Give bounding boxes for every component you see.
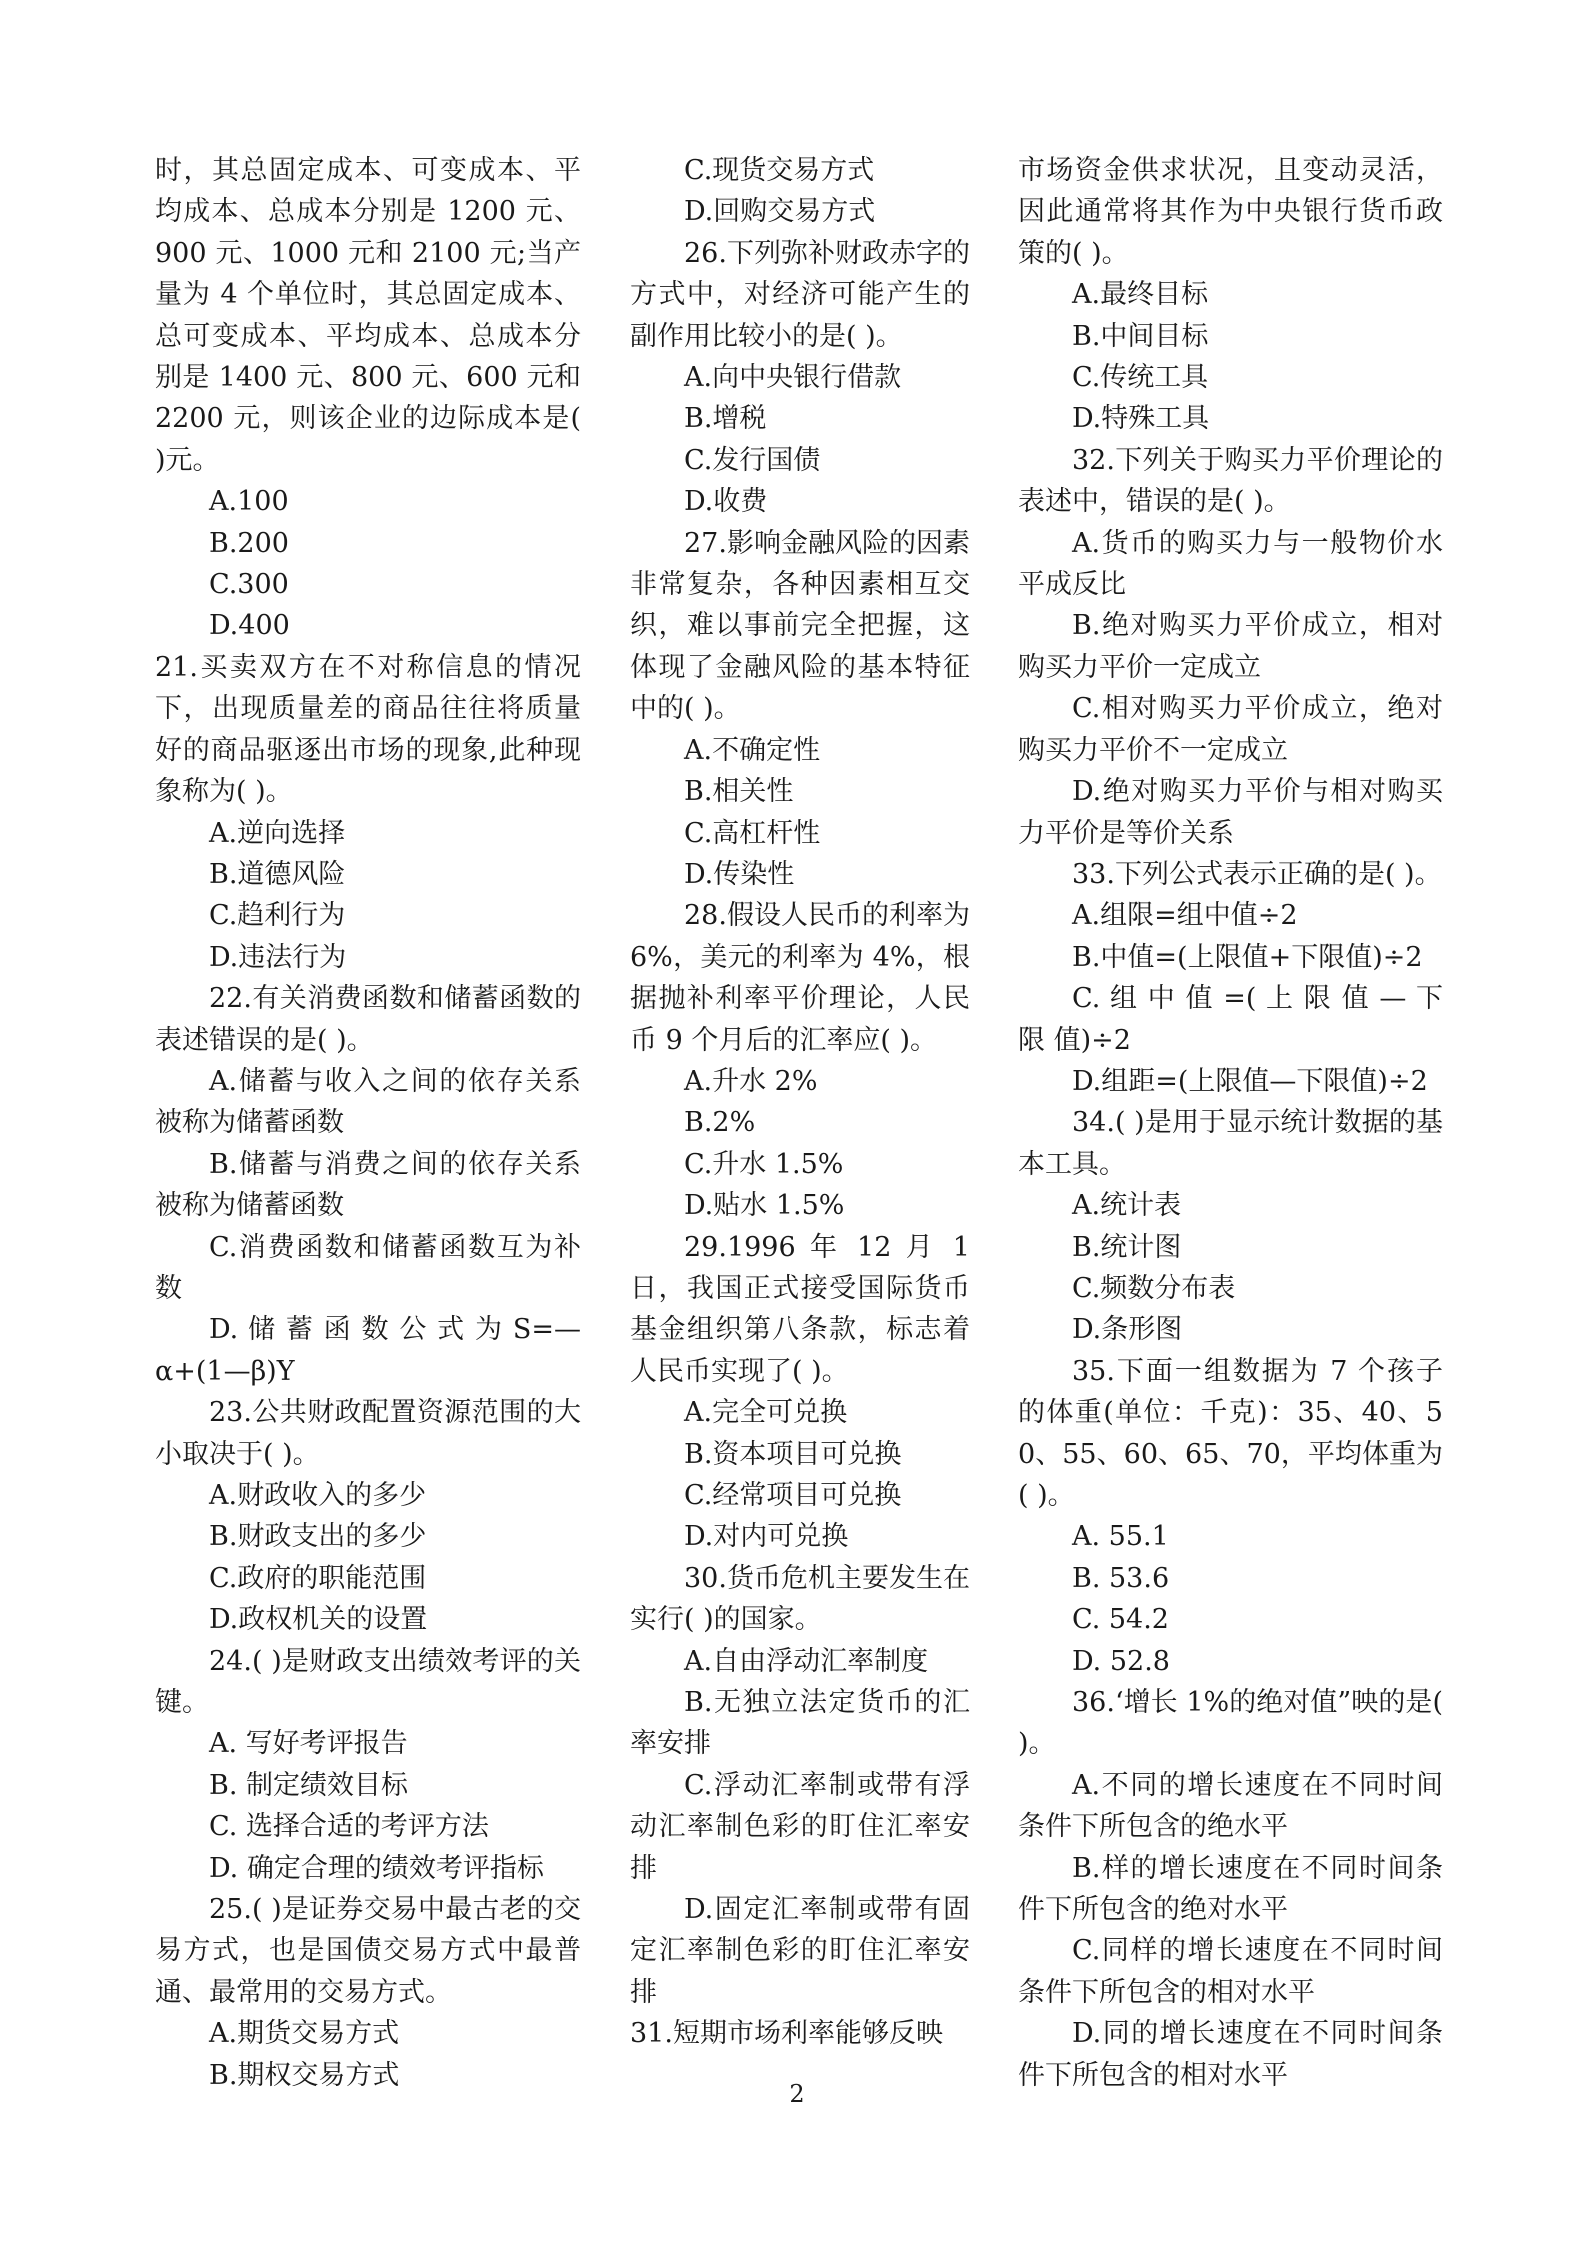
option-paragraph: C.消费函数和储蓄函数互为补数	[155, 1231, 581, 1304]
answer-option: B.中间目标	[1072, 320, 1209, 352]
answer-option: C.趋利行为	[209, 900, 346, 932]
answer-option: B. 53.6	[1072, 1562, 1170, 1594]
option-paragraph: D.同的增长速度在不同时间条件下所包含的相对水平	[1018, 2018, 1443, 2091]
answer-option: D.特殊工具	[1072, 403, 1210, 435]
answer-option: D.对内可兑换	[684, 1521, 849, 1553]
answer-option: D.政权机关的设置	[209, 1604, 428, 1636]
answer-option: C.经常项目可兑换	[684, 1480, 902, 1511]
question-text: 34.( )是用于显示统计数据的基本工具。	[1018, 1107, 1443, 1180]
question-text: 21.买卖双方在不对称信息的情况下，出现质量差的商品往往将质量好的商品驱逐出市场的现象,此种现象称为( )。	[155, 651, 581, 808]
question-text: 26.下列弥补财政赤字的方式中，对经济可能产生的副作用比较小的是( )。	[630, 237, 970, 352]
answer-option: D.组距=(上限值—下限值)÷2	[1072, 1065, 1428, 1097]
answer-option: D.传染性	[684, 858, 795, 890]
option-paragraph: C.相对购买力平价成立，绝对购买力平价不一定成立	[1018, 693, 1443, 766]
question-text: 24.( )是财政支出绩效考评的关键。	[155, 1645, 581, 1719]
answer-option: A.最终目标	[1072, 279, 1209, 311]
option-paragraph: A.不同的增长速度在不同时间条件下所包含的绝水平	[1018, 1769, 1443, 1843]
question-text: 35.下面一组数据为 7 个孩子的体重(单位：千克)：35、40、50、55、60、65、70，平均体重为( )。	[1018, 1355, 1443, 1511]
answer-option: C.传统工具	[1072, 362, 1209, 394]
answer-option: D.违法行为	[209, 941, 347, 973]
option-paragraph: C.浮动汇率制或带有浮动汇率制色彩的盯住汇率安排	[630, 1769, 970, 1884]
question-text: 25.( )是证券交易中最古老的交易方式，也是国债交易方式中最普通、最常用的交易方式。	[155, 1894, 581, 2008]
question-text: 36.‘增长 1%的绝对值”映的是( )。	[1018, 1687, 1443, 1760]
answer-option: A.升水 2%	[684, 1065, 818, 1097]
question-text: 22.有关消费函数和储蓄函数的表述错误的是( )。	[155, 983, 581, 1056]
column-left	[155, 150, 581, 2096]
option-paragraph: A.货币的购买力与一般物价水平成反比	[1018, 527, 1443, 601]
answer-option: B.相关性	[684, 776, 794, 808]
answer-option: A. 55.1	[1072, 1521, 1169, 1553]
answer-option: A.组限=组中值÷2	[1072, 900, 1298, 932]
question-text: 31.短期市场利率能够反映	[630, 2018, 943, 2050]
question-text: 市场资金供求状况，且变动灵活，因此通常将其作为中央银行货币政策的( )。	[1018, 155, 1443, 269]
answer-option: B.统计图	[1072, 1231, 1182, 1263]
answer-option: C.频数分布表	[1072, 1272, 1236, 1304]
option-paragraph: A.储蓄与收入之间的依存关系被称为储蓄函数	[155, 1065, 581, 1139]
option-paragraph: C. 组 中 值 =( 上 限 值 — 下 限 值)÷2	[1018, 983, 1443, 1056]
answer-option: C.升水 1.5%	[684, 1148, 844, 1180]
answer-option: A.向中央银行借款	[684, 362, 902, 394]
answer-option: B. 制定绩效目标	[209, 1769, 409, 1801]
answer-option: A. 写好考评报告	[209, 1728, 408, 1760]
column-right	[1018, 150, 1443, 2096]
answer-option: A.完全可兑换	[684, 1397, 848, 1429]
answer-option: D.400	[209, 610, 290, 642]
answer-option: B.增税	[684, 403, 767, 435]
answer-option: D.条形图	[1072, 1314, 1183, 1346]
option-paragraph: B.储蓄与消费之间的依存关系被称为储蓄函数	[155, 1148, 581, 1222]
column-middle	[630, 150, 970, 2055]
question-text: 32.下列关于购买力平价理论的表述中，错误的是( )。	[1018, 444, 1443, 518]
option-paragraph: D.绝对购买力平价与相对购买力平价是等价关系	[1018, 776, 1443, 849]
answer-option: D. 52.8	[1072, 1645, 1170, 1677]
answer-option: A.财政收入的多少	[209, 1480, 427, 1511]
answer-option: A.统计表	[1072, 1190, 1182, 1222]
answer-option: D.回购交易方式	[684, 196, 876, 228]
answer-option: C.300	[209, 569, 289, 601]
question-text: 23.公共财政配置资源范围的大小取决于( )。	[155, 1397, 581, 1470]
answer-option: C.政府的职能范围	[209, 1562, 427, 1594]
question-text: 27.影响金融风险的因素非常复杂，各种因素相互交织，难以事前完全把握，这体现了金融风险的基本特征中的( )。	[630, 527, 970, 725]
answer-option: C. 54.2	[1072, 1604, 1169, 1636]
answer-option: B.资本项目可兑换	[684, 1438, 902, 1470]
question-text: 29.1996 年 12 月 1 日，我国正式接受国际货币基金组织第八条款，标志着人民币实现了( )。	[630, 1231, 970, 1387]
answer-option: C. 选择合适的考评方法	[209, 1811, 489, 1843]
option-paragraph: D.固定汇率制或带有固定汇率制色彩的盯住汇率安排	[630, 1894, 970, 2008]
answer-option: A.逆向选择	[209, 817, 346, 849]
answer-option: B.财政支出的多少	[209, 1521, 427, 1553]
option-paragraph: B.绝对购买力平价成立，相对购买力平价一定成立	[1018, 610, 1443, 683]
answer-option: C.现货交易方式	[684, 155, 875, 186]
answer-option: B.道德风险	[209, 858, 346, 890]
answer-option: B.中值=(上限值+下限值)÷2	[1072, 941, 1423, 973]
answer-option: C.发行国债	[684, 444, 821, 476]
answer-option: D.收费	[684, 486, 768, 518]
answer-option: D. 确定合理的绩效考评指标	[209, 1852, 544, 1884]
answer-option: B.2%	[684, 1107, 756, 1139]
answer-option: A.期货交易方式	[209, 2018, 400, 2050]
option-paragraph: D. 储 蓄 函 数 公 式 为 S=—α+(1—β)Y	[155, 1314, 581, 1387]
option-paragraph: B.无独立法定货币的汇率安排	[630, 1687, 970, 1760]
answer-option: A.不确定性	[684, 734, 821, 766]
answer-option: A.自由浮动汇率制度	[684, 1645, 929, 1677]
question-text: 28.假设人民币的利率为 6%，美元的利率为 4%，根据抛补利率平价理论，人民币 9 个月后的汇率应( )。	[630, 900, 970, 1056]
question-text: 33.下列公式表示正确的是( )。	[1072, 858, 1442, 890]
answer-option: A.100	[209, 486, 289, 518]
answer-option: B.200	[209, 527, 289, 559]
answer-option: D.贴水 1.5%	[684, 1190, 845, 1222]
page-number: 2	[789, 2080, 805, 2108]
question-text: 30.货币危机主要发生在实行( )的国家。	[630, 1562, 970, 1636]
answer-option: C.高杠杆性	[684, 817, 821, 849]
option-paragraph: C.同样的增长速度在不同时间条件下所包含的相对水平	[1018, 1935, 1443, 2008]
answer-option: B.期权交易方式	[209, 2059, 400, 2091]
question-text: 时，其总固定成本、可变成本、平均成本、总成本分别是 1200 元、900 元、1000 元和 2100 元;当产量为 4 个单位时，其总固定成本、总可变成本、平均成本、总成本分别是 1400 元、800 元、600 元和 2200 元，则该企业的边际成本是( )元。	[155, 155, 581, 476]
option-paragraph: B.样的增长速度在不同时间条件下所包含的绝对水平	[1018, 1852, 1443, 1926]
